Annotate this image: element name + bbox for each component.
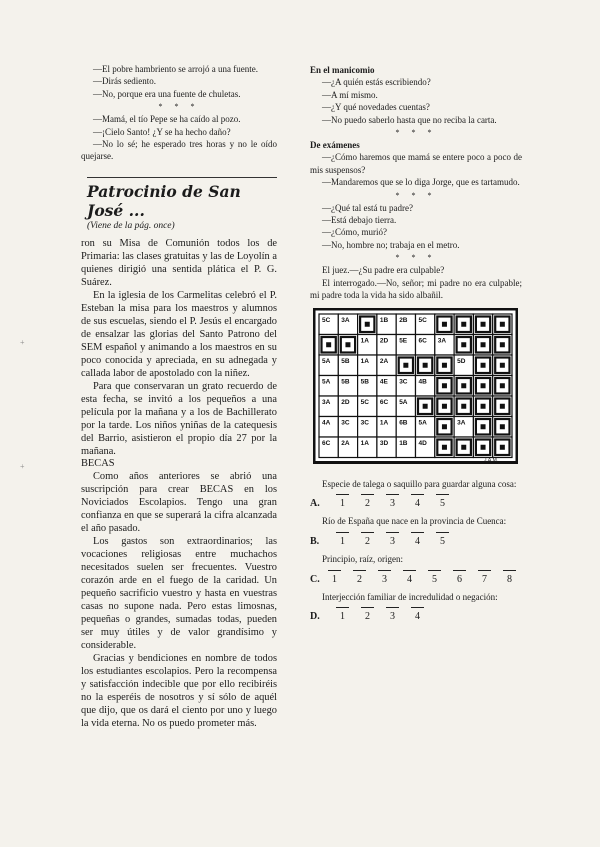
answer-slot: 4 xyxy=(405,607,430,623)
answer-slot: 3 xyxy=(380,607,405,623)
puzzle-cell xyxy=(435,334,454,355)
puzzle-cell xyxy=(377,416,396,437)
answer-slot: 5 xyxy=(422,570,447,586)
answer-slot: 4 xyxy=(405,532,430,548)
article-paragraph: Para que conservaran un grato recuerdo de esta fecha, se invitó a los pequeños a una película por la mañana y a los de Bachillerato por la tarde. Los niños yniñas de la catequesis del Barrio, asistieron el propio día 27 por la mañana. xyxy=(81,380,277,457)
svg-text:3C: 3C xyxy=(399,378,408,385)
article-paragraph: En la iglesia de los Carmelitas celebró el P. Esteban la misa para los maestros y alumnos de sus escuelas, siendo el P. Jesús el encargado de ensalzar las glorias del Santo Patrono del SEM español y animando a los maestros en su poco conocida y apreciada, en su adnegada y callada labor de apostolado con la niñez. xyxy=(81,290,277,379)
dialog-line: El interrogado.—No, señor; mi padre no era culpable; mi padre toda la vida ha sido albañil. xyxy=(310,277,522,301)
svg-text:3A: 3A xyxy=(322,398,331,406)
clue xyxy=(310,553,522,586)
article-paragraph: ron su Misa de Comunión todos los de Primaria: las clases gratuitas y las de Loyolín a quienes dirigió una sentida plática el P. G. Suárez. xyxy=(81,238,277,289)
svg-text:2B: 2B xyxy=(399,316,408,324)
puzzle-cell xyxy=(454,416,473,437)
svg-text:4A: 4A xyxy=(322,419,331,426)
article-title: Patrocinio de San José ... xyxy=(87,181,241,220)
puzzle-cell xyxy=(338,416,357,437)
svg-text:3D: 3D xyxy=(379,439,389,447)
joke-line: —El pobre hambriento se arrojó a una fuente. xyxy=(93,64,258,74)
svg-text:2D: 2D xyxy=(379,337,389,344)
svg-text:5B: 5B xyxy=(341,378,350,385)
dialog-line: —No, hombre no; trabaja en el metro. xyxy=(322,239,460,250)
svg-text:5B: 5B xyxy=(360,378,369,385)
puzzle-cell xyxy=(358,334,377,355)
puzzle-cell xyxy=(319,355,338,376)
svg-text:3C: 3C xyxy=(341,419,350,426)
puzzle-black-cell xyxy=(435,375,454,396)
crossword-puzzle xyxy=(313,308,518,470)
svg-text:1A: 1A xyxy=(379,419,389,426)
svg-text:1A: 1A xyxy=(360,357,369,365)
margin-mark: + xyxy=(20,462,25,471)
puzzle-black-cell xyxy=(454,396,473,417)
answer-letter: C. xyxy=(310,573,320,585)
answer-slots xyxy=(330,532,455,548)
dialog-line: —¿Y qué novedades cuentas? xyxy=(322,102,430,113)
answer-row xyxy=(310,570,522,586)
svg-text:3A: 3A xyxy=(437,337,447,344)
puzzle-cell xyxy=(338,375,357,396)
puzzle-cell xyxy=(396,437,415,458)
puzzle-black-cell xyxy=(454,314,473,335)
answer-slot: 5 xyxy=(430,532,455,548)
answer-slot: 2 xyxy=(355,607,380,623)
dialog-line: —¿Qué tal está tu padre? xyxy=(322,202,413,213)
svg-text:5C: 5C xyxy=(360,398,369,406)
puzzle-cell xyxy=(377,396,396,417)
svg-text:5E: 5E xyxy=(399,337,408,344)
puzzle-black-cell xyxy=(358,314,377,335)
answer-slot: 1 xyxy=(330,494,355,510)
puzzle-black-cell xyxy=(454,437,473,458)
svg-text:3C: 3C xyxy=(360,419,369,426)
answer-slot: 2 xyxy=(355,494,380,510)
left-column xyxy=(81,63,277,730)
puzzle-cell xyxy=(338,314,357,335)
svg-text:6C: 6C xyxy=(322,439,331,447)
answer-slot: 5 xyxy=(430,494,455,510)
svg-text:5B: 5B xyxy=(341,357,350,365)
svg-text:5C: 5C xyxy=(418,316,427,324)
svg-text:4E: 4E xyxy=(379,378,388,385)
answer-slot: 1 xyxy=(330,532,355,548)
puzzle-cell xyxy=(396,396,415,417)
answer-slot: 4 xyxy=(405,494,430,510)
svg-text:4B: 4B xyxy=(418,378,427,385)
svg-text:3A: 3A xyxy=(457,419,466,426)
puzzle-cell xyxy=(358,375,377,396)
article-paragraph: Gracias y bendiciones en nombre de todos los estudiantes escolapios. Pero la recompensa y satisfacción indecible que por ello recibiréis no la esperéis de nosotros y sí sólo de aquél que dijo, que os dará el ciento por uno y luego la vida eterna. No os puedo prometer más. xyxy=(81,652,277,729)
puzzle-cell xyxy=(377,314,396,335)
puzzle-cell xyxy=(358,396,377,417)
puzzle-black-cell xyxy=(416,355,435,376)
puzzle-black-cell xyxy=(473,355,492,376)
puzzle-black-cell xyxy=(454,334,473,355)
puzzle-cell xyxy=(338,396,357,417)
answer-slot: 4 xyxy=(397,570,422,586)
dialog-line: —No puedo saberlo hasta que no reciba la carta. xyxy=(322,114,497,125)
answer-letter: B. xyxy=(310,535,320,547)
clue-text: Río de España que nace en la provincia de Cuenca: xyxy=(322,516,507,527)
puzzle-cell xyxy=(358,416,377,437)
puzzle-cell xyxy=(416,416,435,437)
clue-list xyxy=(310,478,522,624)
svg-text:2D: 2D xyxy=(341,398,350,406)
puzzle-cell xyxy=(396,416,415,437)
puzzle-cell xyxy=(338,437,357,458)
answer-row xyxy=(310,607,522,623)
puzzle-cell xyxy=(377,355,396,376)
puzzle-black-cell xyxy=(493,396,512,417)
svg-text:5A: 5A xyxy=(322,357,331,365)
puzzle-cell xyxy=(396,314,415,335)
section-heading: BECAS xyxy=(81,458,115,470)
puzzle-cell xyxy=(358,355,377,376)
puzzle-cell xyxy=(396,375,415,396)
puzzle-black-cell xyxy=(493,416,512,437)
joke-line: —No, porque era una fuente de chuletas. xyxy=(93,88,241,99)
puzzle-cell xyxy=(319,416,338,437)
answer-slot: 8 xyxy=(497,570,522,586)
puzzle-black-cell xyxy=(473,314,492,335)
puzzle-cell xyxy=(377,334,396,355)
continuation-note: (Viene de la pág. once) xyxy=(87,220,175,231)
answer-slot: 3 xyxy=(380,494,405,510)
puzzle-cell xyxy=(319,314,338,335)
puzzle-cell xyxy=(416,437,435,458)
puzzle-cell xyxy=(319,437,338,458)
dialog-line: —¿Cómo haremos que mamá se entere poco a poco de mis suspensos? xyxy=(310,152,522,175)
article-body xyxy=(81,238,277,730)
svg-text:6B: 6B xyxy=(399,419,408,426)
answer-slot: 7 xyxy=(472,570,497,586)
puzzle-black-cell xyxy=(473,416,492,437)
puzzle-black-cell xyxy=(473,334,492,355)
svg-text:5A: 5A xyxy=(322,378,331,385)
answer-row xyxy=(310,532,522,548)
puzzle-black-cell xyxy=(493,334,512,355)
answer-letter: A. xyxy=(310,497,320,509)
svg-text:1B: 1B xyxy=(399,439,408,447)
svg-text:6C: 6C xyxy=(418,337,427,344)
joke-line: —Mamá, el tío Pepe se ha caído al pozo. xyxy=(93,114,241,125)
puzzle-black-cell xyxy=(473,375,492,396)
puzzle-cell xyxy=(416,314,435,335)
dialog-line: —Está debajo tierra. xyxy=(322,215,397,226)
dialog-line: —Mandaremos que se lo diga Jorge, que es tartamudo. xyxy=(322,177,520,188)
margin-mark: + xyxy=(20,338,25,347)
puzzle-cell xyxy=(319,396,338,417)
clue-text: Interjección familiar de incredulidad o negación: xyxy=(322,591,498,602)
svg-text:5C: 5C xyxy=(322,316,331,324)
answer-letter: D. xyxy=(310,611,320,623)
puzzle-black-cell xyxy=(435,314,454,335)
dialog-line: —A mí mismo. xyxy=(322,89,378,100)
answer-slot: 2 xyxy=(347,570,372,586)
puzzle-black-cell xyxy=(454,375,473,396)
article-paragraph: Los gastos son extraordinarios; las vocaciones religiosas entre muchachos necesitados suelen ser frecuentes. Vuestro corazón arde en el fuego de la caridad. Un pequeño sacrificio vuestro y hasta en vuestras casas no supone nada. Pero estas limosnas, pequeñas o grandes, sumadas todas, pueden ser muy útiles y de valor grandísimo y considerable. xyxy=(81,536,277,651)
puzzle-black-cell xyxy=(319,334,338,355)
answer-slot: 1 xyxy=(322,570,347,586)
joke-line: —No lo sé; he esperado tres horas y no le oído quejarse. xyxy=(81,139,277,162)
clue-text: Especie de talega o saquillo para guardar alguna cosa: xyxy=(322,478,517,489)
clue xyxy=(310,591,522,624)
dialog-line: El juez.—¿Su padre era culpable? xyxy=(322,265,445,276)
crossword-grid xyxy=(313,308,518,470)
joke-line: —Dirás sediento. xyxy=(93,76,156,87)
puzzle-black-cell xyxy=(493,355,512,376)
puzzle-black-cell xyxy=(338,334,357,355)
puzzle-black-cell xyxy=(473,396,492,417)
svg-text:1B: 1B xyxy=(379,316,389,324)
answer-slots xyxy=(330,607,430,623)
puzzle-black-cell xyxy=(493,375,512,396)
puzzle-black-cell xyxy=(435,396,454,417)
svg-text:4D: 4D xyxy=(418,439,427,447)
answer-slot: 3 xyxy=(380,532,405,548)
right-column xyxy=(310,64,522,629)
puzzle-black-cell xyxy=(493,437,512,458)
puzzle-black-cell xyxy=(473,437,492,458)
puzzle-black-cell xyxy=(435,355,454,376)
puzzle-black-cell xyxy=(416,396,435,417)
answer-row xyxy=(310,494,522,510)
separator-stars: * * * xyxy=(158,102,200,112)
answer-slot: 3 xyxy=(372,570,397,586)
separator-stars: * * * xyxy=(395,253,437,263)
manicomio-heading: En el manicomio xyxy=(310,65,375,75)
answer-slot: 6 xyxy=(447,570,472,586)
article-paragraph: Como años anteriores se abrió una suscripción para crear BECAS en los Noviciados Escolapios. Tengo una gran confianza en que se superará la cifra alcanzada el año pasado. xyxy=(81,471,277,535)
clue xyxy=(310,515,522,548)
puzzle-black-cell xyxy=(396,355,415,376)
examenes-heading: De exámenes xyxy=(310,140,360,151)
answer-slots xyxy=(330,494,455,510)
puzzle-cell xyxy=(358,437,377,458)
puzzle-cell xyxy=(377,437,396,458)
clue xyxy=(310,478,522,511)
joke-line: —¡Cielo Santo! ¿Y se ha hecho daño? xyxy=(93,126,231,137)
separator-stars: * * * xyxy=(395,128,437,138)
dialog-line: —¿A quién estás escribiendo? xyxy=(322,77,431,88)
puzzle-cell xyxy=(416,334,435,355)
svg-text:5A: 5A xyxy=(399,398,408,406)
puzzle-black-cell xyxy=(435,437,454,458)
svg-text:5D: 5D xyxy=(457,357,466,365)
svg-text:2A: 2A xyxy=(341,439,350,447)
puzzle-black-cell xyxy=(435,416,454,437)
answer-slot: 2 xyxy=(355,532,380,548)
svg-text:2A: 2A xyxy=(379,357,389,365)
puzzle-black-cell xyxy=(493,314,512,335)
puzzle-cell xyxy=(338,355,357,376)
puzzle-cell xyxy=(396,334,415,355)
svg-text:3A: 3A xyxy=(341,316,350,324)
puzzle-cell xyxy=(416,375,435,396)
clue-text: Principio, raíz, origen: xyxy=(322,554,403,565)
answer-slot: 1 xyxy=(330,607,355,623)
svg-text:6C: 6C xyxy=(379,398,389,406)
separator-stars: * * * xyxy=(395,190,437,200)
dialog-line: —¿Cómo, murió? xyxy=(322,227,387,238)
svg-text:5A: 5A xyxy=(418,419,427,426)
puzzle-cell xyxy=(454,355,473,376)
answer-slots xyxy=(322,570,522,586)
puzzle-cell xyxy=(319,375,338,396)
svg-text:1A: 1A xyxy=(360,439,369,447)
svg-text:1A: 1A xyxy=(360,337,369,344)
puzzle-cell xyxy=(377,375,396,396)
puzzle-signature: J.A.M. xyxy=(484,457,499,463)
